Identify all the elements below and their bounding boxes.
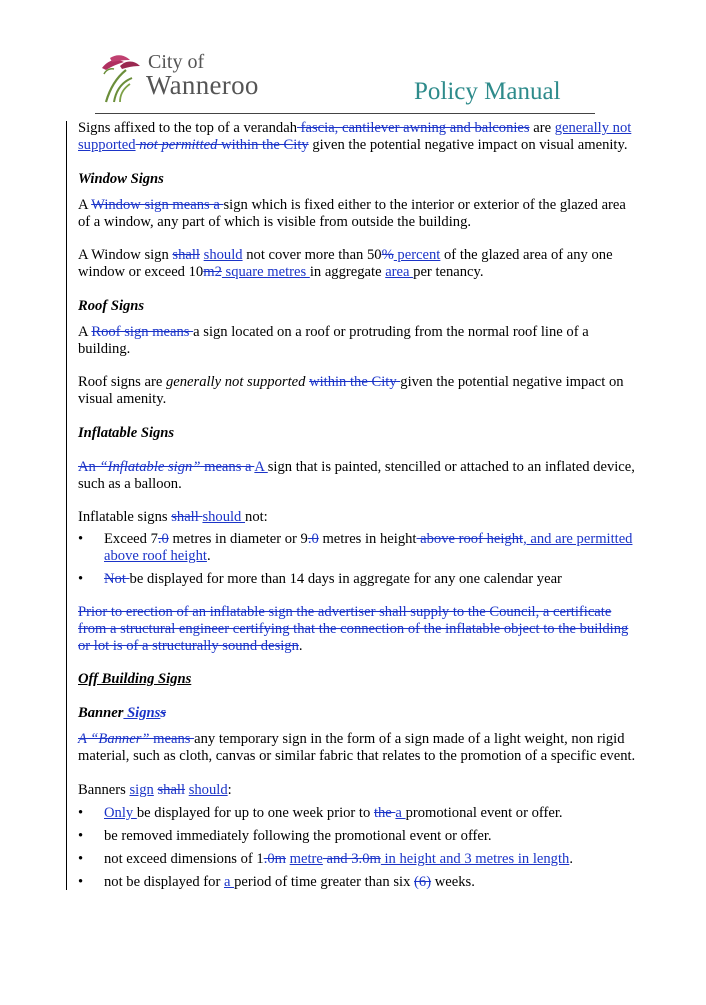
verandah-paragraph: Signs affixed to the top of a verandah fascia, cantilever awning and balconies are generally not supported not permitted within the City given the potential negative impact on visual amenity.	[78, 120, 638, 154]
inflatable-sign-definition: An “Inflatable sign” means a A sign that is painted, stencilled or attached to an inflated device, such as a balloon.	[78, 459, 638, 493]
roof-signs-heading: Roof Signs	[78, 298, 145, 314]
banner-rules-list	[78, 805, 638, 891]
list-item: • not be displayed for a period of time greater than six (6) weeks.	[78, 874, 638, 891]
window-sign-definition: A Window sign means a sign which is fixed either to the interior or exterior of the glazed area of a window, any part of which is visible from outside the building.	[78, 197, 638, 231]
kangaroo-paw-logo-icon	[100, 52, 150, 104]
list-item: • Only be displayed for up to one week prior to the a promotional event or offer.	[78, 805, 638, 822]
page-header	[0, 0, 706, 118]
document-body	[78, 120, 638, 891]
roof-sign-definition: A Roof sign means a sign located on a roof or protruding from the normal roof line of a building.	[78, 324, 638, 358]
logo-wanneroo-text: Wanneroo	[146, 70, 259, 100]
policy-manual-title: Policy Manual	[414, 78, 561, 105]
header-divider	[95, 113, 595, 114]
list-item: • Exceed 7.0 metres in diameter or 9.0 metres in height above roof height, and are permitted above roof height.	[78, 531, 638, 565]
window-sign-rule: A Window sign shall should not cover more than 50% percent of the glazed area of any one window or exceed 10m2 square metres in aggregate area per tenancy.	[78, 247, 613, 280]
structural-engineer-paragraph: Prior to erection of an inflatable sign the advertiser shall supply to the Council, a certificate from a structural engineer certifying that the connection of the inflatable object to the building or lot is of a structurally sound design.	[78, 604, 638, 655]
window-signs-heading: Window Signs	[78, 171, 164, 187]
inflatable-rules-list	[78, 531, 638, 588]
list-item: • Not be displayed for more than 14 days in aggregate for any one calendar year	[78, 571, 638, 588]
inflatable-rule-intro: Inflatable signs shall should not:	[78, 509, 638, 526]
banner-definition: A “Banner” means any temporary sign in the form of a sign made of a light weight, non rigid material, such as cloth, canvas or similar fabric that relates to the promotion of a specific event.	[78, 731, 638, 765]
banner-signs-heading: Banner Signss	[78, 705, 638, 722]
inflatable-signs-heading: Inflatable Signs	[78, 425, 175, 441]
city-logo	[100, 52, 270, 106]
list-item: • be removed immediately following the promotional event or offer.	[78, 828, 492, 844]
list-item: • not exceed dimensions of 1.0m metre and 3.0m in height and 3 metres in length.	[78, 851, 638, 868]
banner-rule-intro: Banners sign shall should:	[78, 782, 638, 799]
logo-city-text: City of	[148, 51, 205, 73]
off-building-signs-heading: Off Building Signs	[78, 671, 192, 687]
roof-sign-rule: Roof signs are generally not supported within the City given the potential negative impact on visual amenity.	[78, 374, 624, 407]
